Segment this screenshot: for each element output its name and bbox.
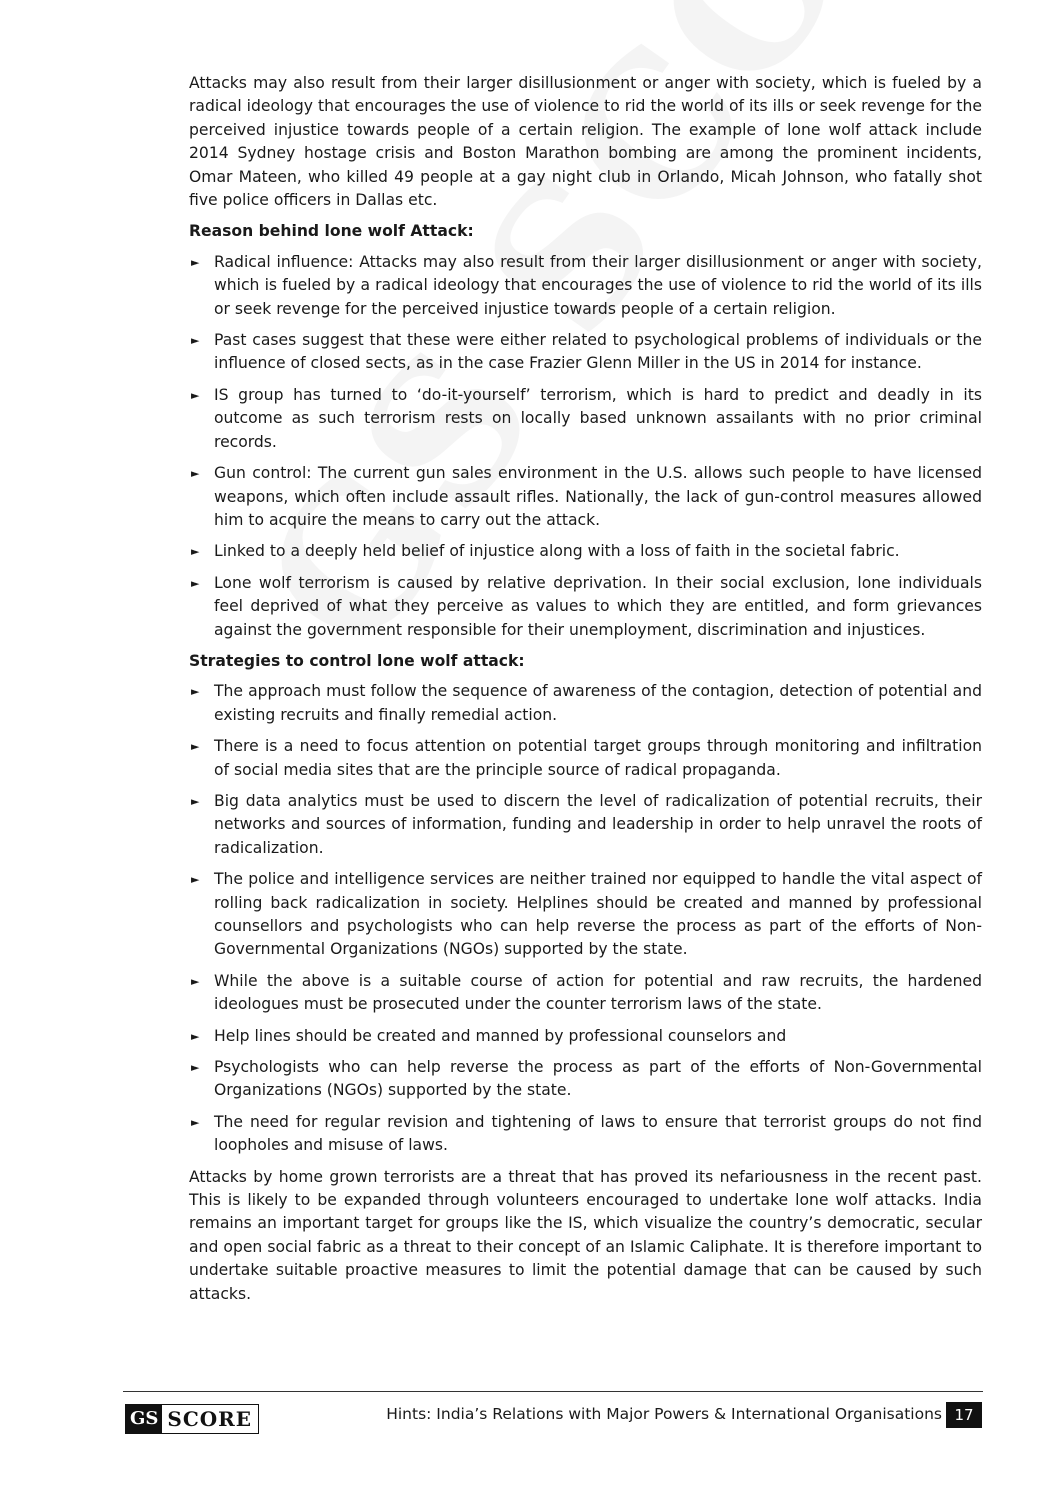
arrow-bullet-icon: ►: [191, 1061, 200, 1075]
list-item: ► IS group has turned to ‘do-it-yourself’ terrorism, which is hard to predict and deadly in its outcome as such terrorism rests on locally based unknown assailants with no prior criminal records.: [191, 385, 982, 451]
arrow-bullet-icon: ►: [191, 255, 200, 269]
arrow-bullet-icon: ►: [191, 974, 200, 988]
arrow-bullet-icon: ►: [191, 685, 200, 699]
arrow-bullet-icon: ►: [191, 545, 200, 559]
list-item: ► The approach must follow the sequence of awareness of the contagion, detection of potential and existing recruits and finally remedial action.: [191, 682, 982, 724]
reasons-heading: Reason behind lone wolf Attack:: [189, 222, 474, 241]
page-content: [189, 72, 982, 1314]
list-item: ► Psychologists who can help reverse the process as part of the efforts of Non-Governmental Organizations (NGOs) supported by the state.: [191, 1058, 982, 1100]
list-item: ► While the above is a suitable course of action for potential and raw recruits, the hardened ideologues must be prosecuted under the counter terrorism laws of the state.: [191, 971, 982, 1014]
list-item: ► Linked to a deeply held belief of injustice along with a loss of faith in the societal fabric.: [189, 540, 982, 563]
arrow-bullet-icon: ►: [191, 467, 200, 481]
reasons-list: [189, 251, 982, 642]
arrow-bullet-icon: ►: [191, 794, 200, 808]
intro-paragraph: Attacks may also result from their larger disillusionment or anger with society, which is fueled by a radical ideology that encourages the use of violence to rid the world of its ills or seek revenge for the perceived injustice towards people of a certain religion. The example of lone wolf attack include 2014 Sydney hostage crisis and Boston Marathon bombing are among the prominent incidents, Omar Mateen, who killed 49 people at a gay night club in Orlando, Micah Johnson, who fatally shot five police officers in Dallas etc.: [189, 74, 982, 210]
list-item: ► Past cases suggest that these were either related to psychological problems of individuals or the influence of closed sects, as in the case Frazier Glenn Miller in the US in 2014 for instance.: [191, 331, 982, 373]
arrow-bullet-icon: ►: [191, 1029, 200, 1043]
logo-score: SCORE: [167, 1407, 253, 1431]
gs-score-logo: [125, 1404, 259, 1434]
arrow-bullet-icon: ►: [191, 334, 200, 348]
list-item: ► The need for regular revision and tightening of laws to ensure that terrorist groups do not find loopholes and misuse of laws.: [191, 1112, 982, 1155]
logo-gs: GS: [126, 1405, 162, 1433]
arrow-bullet-icon: ►: [191, 388, 200, 402]
arrow-bullet-icon: ►: [191, 740, 200, 754]
list-item: ► Big data analytics must be used to discern the level of radicalization of potential recruits, their networks and sources of information, funding and leadership in order to help unravel the roots of radicalization.: [191, 791, 982, 857]
list-item: ► The police and intelligence services are neither trained nor equipped to handle the vital aspect of rolling back radicalization in society. Helplines should be created and manned by professional counsellors and psychologists who can help reverse the process as part of the efforts of Non-Governmental Organizations (NGOs) supported by the state.: [191, 870, 982, 959]
list-item: ► There is a need to focus attention on potential target groups through monitoring and infiltration of social media sites that are the principle source of radical propaganda.: [191, 737, 982, 779]
arrow-bullet-icon: ►: [191, 576, 200, 590]
conclusion-paragraph: Attacks by home grown terrorists are a threat that has proved its nefariousness in the recent past. This is likely to be expanded through volunteers encouraged to undertake lone wolf attacks. India remains an important target for groups like the IS, which visualize the country’s democratic, secular and open social fabric as a threat to their concept of an Islamic Caliphate. It is therefore important to undertake suitable proactive measures to limit the potential damage that can be caused by such attacks.: [189, 1167, 982, 1303]
strategies-list: [189, 680, 982, 1157]
page-number: 17: [946, 1402, 982, 1428]
strategies-heading: Strategies to control lone wolf attack:: [189, 651, 525, 670]
footer-divider: [123, 1391, 983, 1392]
list-item: ► Lone wolf terrorism is caused by relative deprivation. In their social exclusion, lone individuals feel deprived of what they perceive as values to which they are entitled, and form grievances against the government responsible for their unemployment, discrimination and injustices.: [191, 573, 982, 639]
arrow-bullet-icon: ►: [191, 873, 200, 887]
list-item: ► Gun control: The current gun sales environment in the U.S. allows such people to have licensed weapons, which often include assault rifles. Nationally, the lack of gun-control measures allowed him to acquire the means to carry out the attack.: [191, 464, 982, 529]
list-item: ► Radical influence: Attacks may also result from their larger disillusionment or anger with society, which is fueled by a radical ideology that encourages the use of violence to rid the world of its ills or seek revenge for the perceived injustice towards people of a certain religion.: [191, 252, 982, 318]
list-item: ► Help lines should be created and manned by professional counselors and: [189, 1025, 982, 1048]
arrow-bullet-icon: ►: [191, 1115, 200, 1129]
footer-hint: Hints: India’s Relations with Major Powers & International Organisations: [386, 1405, 942, 1423]
